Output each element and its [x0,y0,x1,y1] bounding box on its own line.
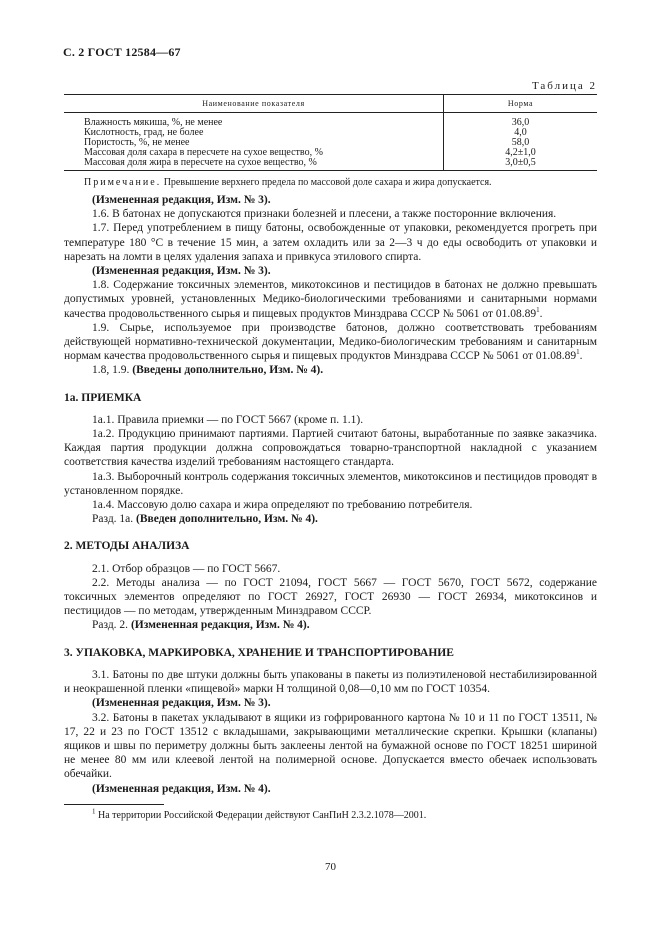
row-name: Массовая доля жира в пересчете на сухое вещество, % [84,157,317,168]
footnote-divider [64,804,164,805]
amendment-note: (Измененная редакция, Изм. № 3). [92,697,271,710]
paragraph-1-8: 1.8. Содержание токсичных элементов, микотоксинов и пестицидов в батонах не должно превышать допустимых уровней, установленных Медико-биологическими требованиями и санитарными нормами качества продовольственного сырья и пищевых продуктов Минздрава СССР № 5061 от 01.08.89$^1$. [64,279,597,320]
note-label: Примечание. [84,177,162,188]
table-body [64,118,597,171]
section-title-packaging: 3. УПАКОВКА, МАРКИРОВКА, ХРАНЕНИЕ И ТРАНСПОРТИРОВАНИЕ [64,646,454,659]
paragraph-3-1: 3.1. Батоны по две штуки должны быть упакованы в пакеты из полиэтиленовой нестабилизированной и неокрашенной пленки «пищевой» марки Н толщиной 0,08—0,10 мм по ГОСТ 10354. [64,668,597,696]
table-caption: Таблица 2 [531,80,597,92]
table-note [84,177,492,188]
row-name: Влажность мякиша, %, не менее [84,117,223,128]
row-value: 4,2±1,0 [505,147,536,158]
amendment-note: 1.8, 1.9. (Введены дополнительно, Изм. № 4). [92,364,324,377]
section-title-acceptance: 1а. ПРИЕМКА [64,391,142,404]
column-header-indicator: Наименование показателя [202,99,305,108]
row-name: Массовая доля сахара в пересчете на сухое вещество, % [84,147,323,158]
footnote-mark: 1 [576,348,580,357]
paragraph-1-7: 1.7. Перед употреблением в пищу батоны, освобожденные от упаковки, рекомендуется прогреть при температуре 180 °С в течение 15 мин, а затем охладить или за 2—3 ч до еды освободить от упаковки и нарезать на ломти в целях удаления запаха и привкуса этилового спирта. [64,222,597,263]
footnote-mark: 1 [536,305,540,314]
row-name: Пористость, %, не менее [84,137,190,148]
footnote-mark: 1 [92,807,96,816]
footnote-text: На территории Российской Федерации действуют СанПиН 2.3.2.1078—2001. [98,810,427,821]
page-header: С. 2 ГОСТ 12584—67 [63,45,181,59]
row-name: Кислотность, град, не более [84,127,204,138]
paragraph-1-6: 1.6. В батонах не допускаются признаки болезней и плесени, а также посторонние включения. [92,208,557,221]
row-value: 3,0±0,5 [505,157,536,168]
page-number: 70 [325,861,336,873]
paragraph-1a-2: 1а.2. Продукцию принимают партиями. Партией считают батоны, выработанные по заявке заказчика. Каждая партия продукции должна сопровождаться товарно-транспортной накладной с указанием соответствия качества изделий требованиям настоящего стандарта. [64,428,597,469]
table-row [64,158,597,168]
paragraph-2-1: 2.1. Отбор образцов — по ГОСТ 5667. [92,562,281,575]
paragraph-1a-1: 1а.1. Правила приемки — по ГОСТ 5667 (кроме п. 1.1). [92,413,364,426]
row-value: 36,0 [511,117,530,128]
amendment-note: Разд. 1а. (Введен дополнительно, Изм. № 4). [92,513,318,526]
amendment-note: (Измененная редакция, Изм. № 4). [92,782,271,795]
column-header-norm: Норма [507,99,534,108]
table-header [64,94,597,113]
body-text [64,193,597,796]
paragraph-1a-4: 1а.4. Массовую долю сахара и жира определяют по требованию потребителя. [92,499,473,512]
paragraph-1-9: 1.9. Сырье, используемое при производстве батонов, должно соответствовать требованиям действующей нормативно-технической документации, Медико-биологическим требованиям и санитарным нормам качества продовольственного сырья и пищевых продуктов Минздрава СССР № 5061 от 01.08.89$^1$. [64,321,597,363]
amendment-note: Разд. 2. (Измененная редакция, Изм. № 4). [92,619,310,632]
amendment-note: (Измененная редакция, Изм. № 3). [92,265,271,278]
footnote [92,807,427,821]
paragraph-2-2: 2.2. Методы анализа — по ГОСТ 21094, ГОСТ 5667 — ГОСТ 5670, ГОСТ 5672, содержание токсичных элементов определяют по ГОСТ 26927, ГОСТ 26930 — ГОСТ 26934, микотоксинов и пестицидов — по методам, утвержденным Минздравом СССР. [64,576,597,618]
paragraph-1a-3: 1а.3. Выборочный контроль содержания токсичных элементов, микотоксинов и пестицидов проводят в установленном порядке. [64,470,597,497]
paragraph-3-2: 3.2. Батоны в пакетах укладывают в ящики из гофрированного картона № 10 и 11 по ГОСТ 13511, № 17, 22 и 23 по ГОСТ 13512 с вкладышами, закрывающими металлические скрепки. Крышки (клапаны) ящиков и швы по периметру должны быть заклеены лентой на бумажной основе по ГОСТ 18251 шириной не менее 80 мм или клеевой лентой на полимерной основе. Допускается вместо обечаек использовать обечайки. [64,711,597,781]
note-text: Превышение верхнего предела по массовой доле сахара и жира допускается. [163,177,492,188]
row-value: 58,0 [511,137,530,148]
row-value: 4,0 [514,127,527,138]
amendment-note: (Измененная редакция, Изм. № 3). [92,194,271,206]
section-title-methods: 2. МЕТОДЫ АНАЛИЗА [64,540,190,553]
indicators-table [64,94,597,171]
